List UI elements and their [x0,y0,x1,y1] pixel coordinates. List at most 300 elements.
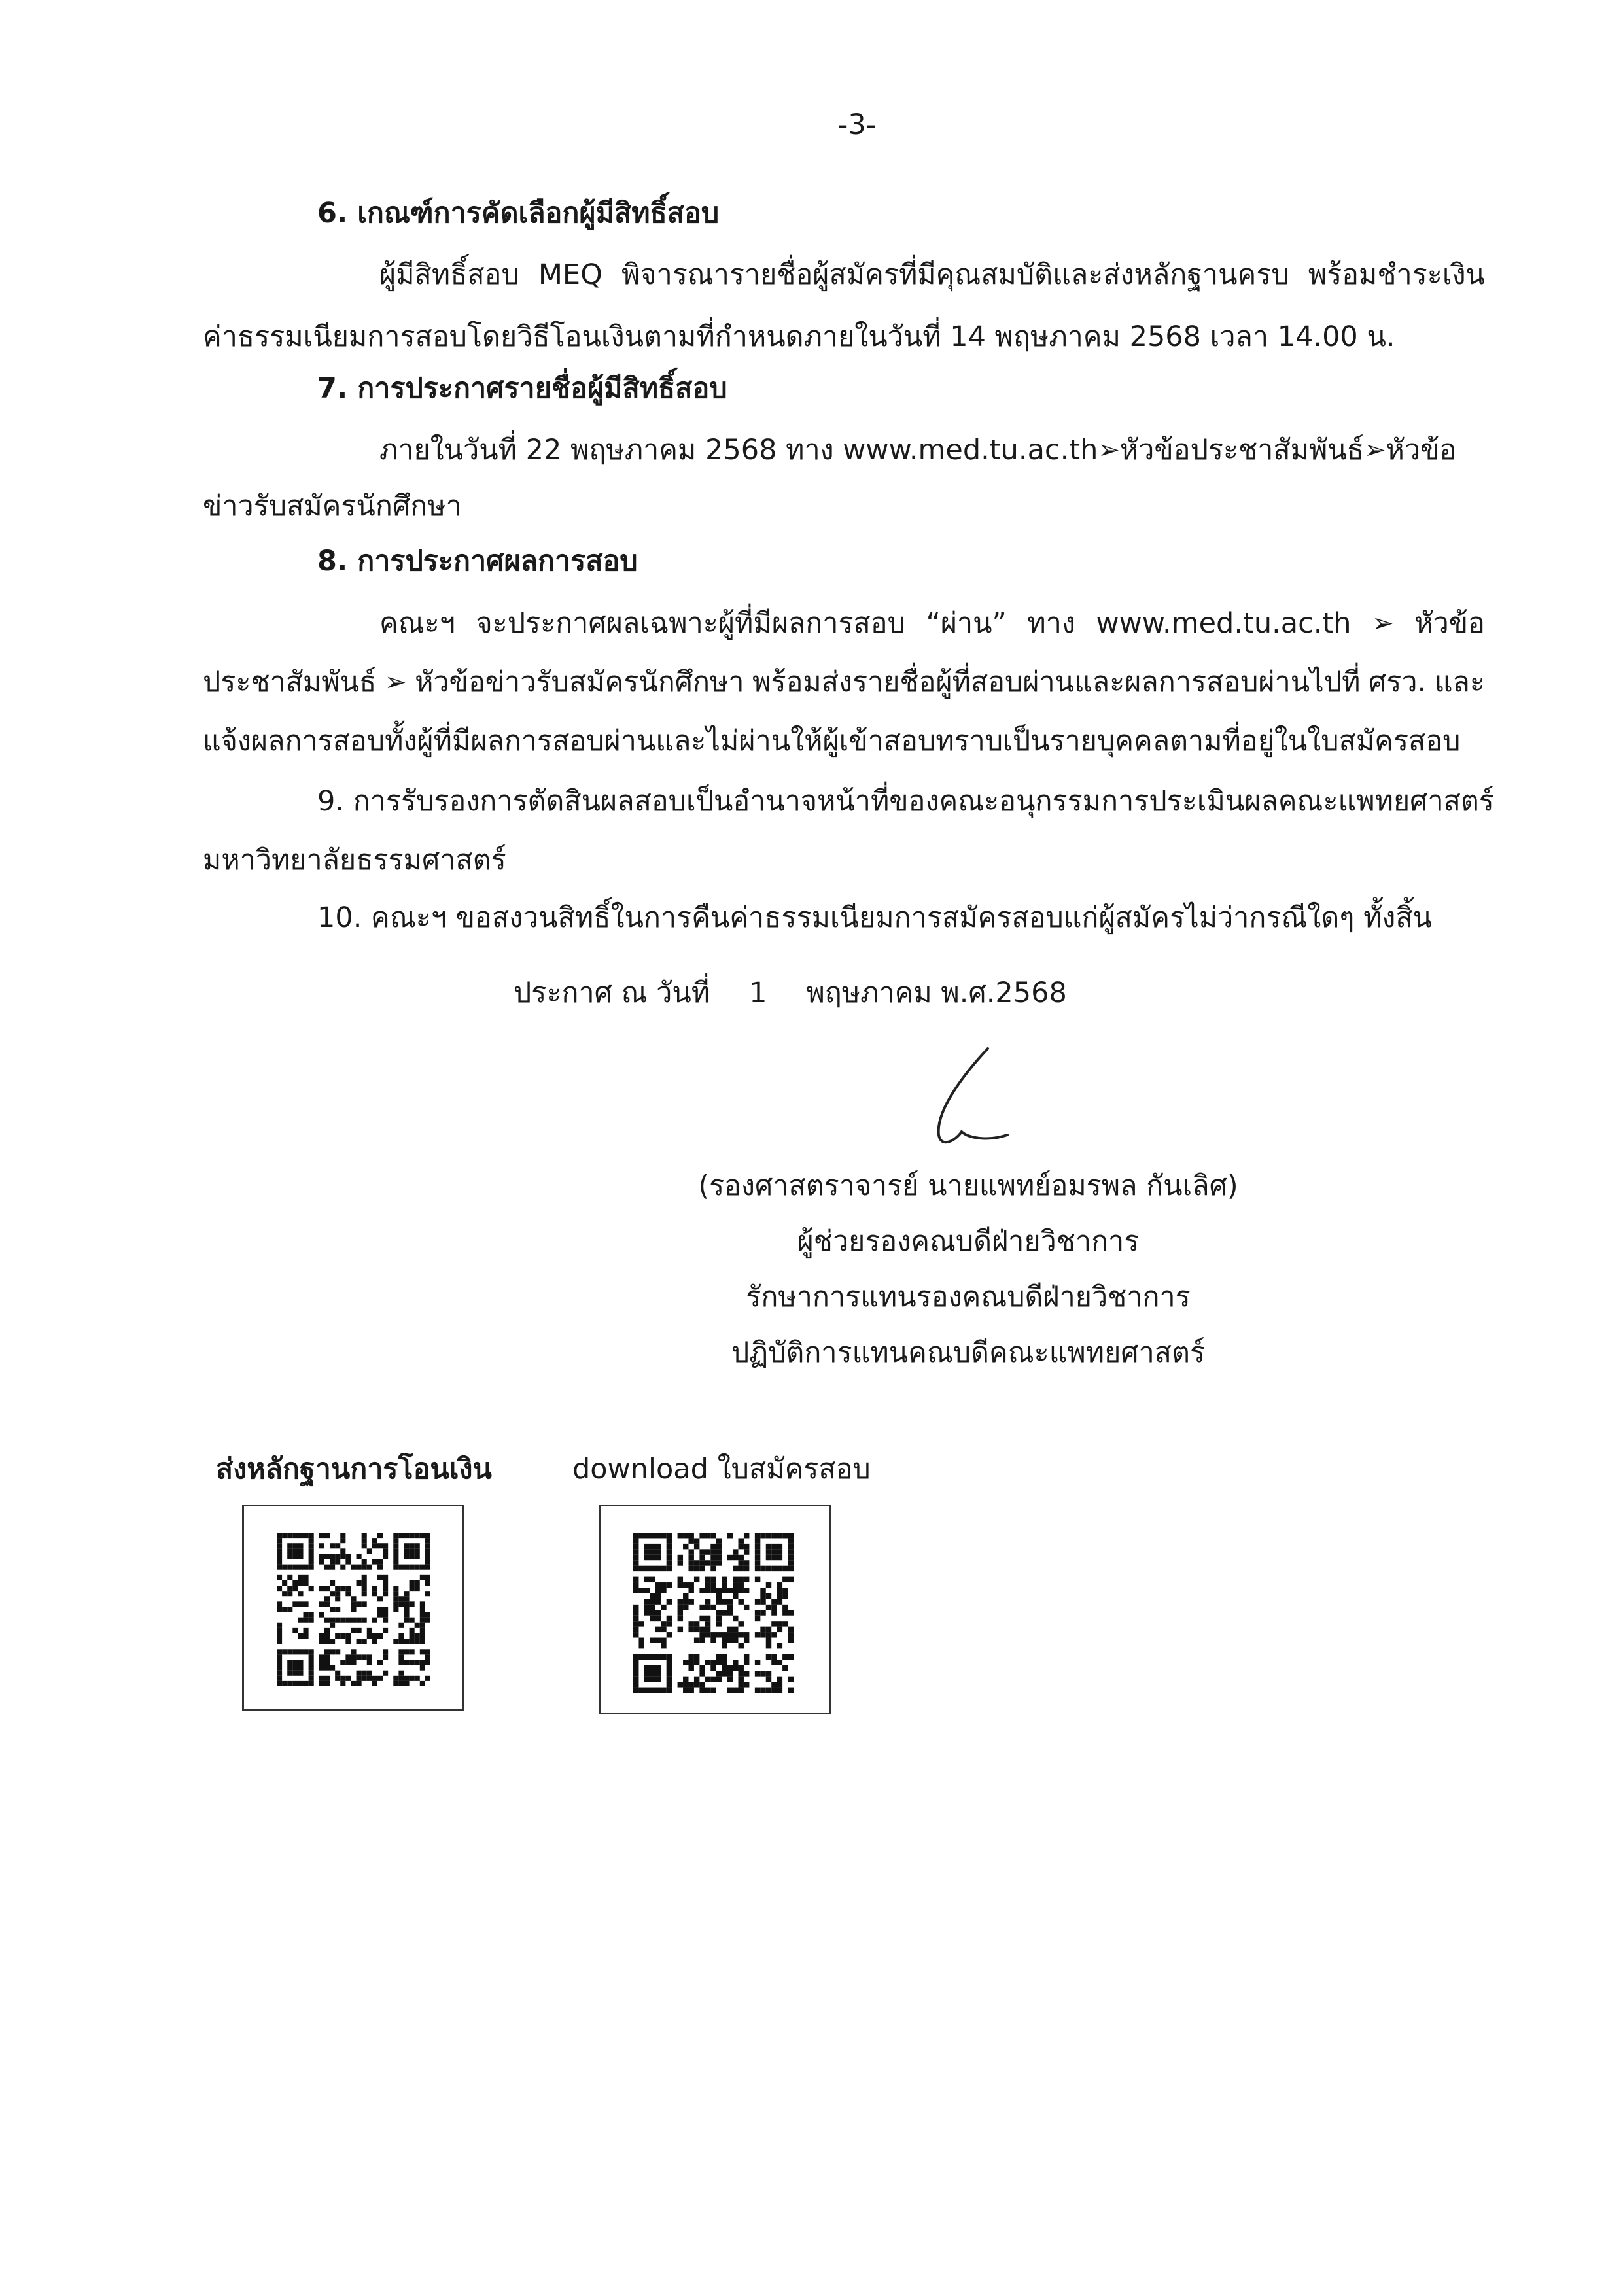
section-7-line-2: ข่าวรับสมัครนักศึกษา [203,490,462,523]
section-9-word: 9. การรับรองการตัดสินผลสอบ [317,785,686,818]
qr-module [292,1554,298,1559]
qr-module [393,1548,398,1554]
qr-module [633,1654,638,1660]
qr-module [722,1582,727,1588]
section-8-word: ศรว. [1369,666,1427,699]
qr-module [309,1538,314,1543]
qr-module [782,1566,788,1571]
signatory-title-3: ปฏิบัติการแทนคณบดีคณะแพทยศาสตร์ [731,1336,1206,1369]
qr-module [330,1565,335,1570]
qr-module [420,1601,425,1607]
qr-module [716,1610,722,1615]
qr-module [655,1616,661,1621]
qr-module [782,1533,788,1538]
qr-module [393,1676,398,1681]
qr-module [716,1616,722,1621]
qr-module [324,1586,330,1591]
section-8-word: พร้อมส่งรายชื่อผู้ที่สอบผ่านและผลการสอบผ่านไปที่ [752,666,1361,699]
qr-module [340,1676,345,1681]
qr-module [650,1566,655,1571]
qr-module [755,1555,760,1560]
qr-module [771,1599,777,1604]
qr-module [420,1681,425,1686]
qr-module [633,1682,638,1687]
qr-module [277,1654,282,1660]
qr-module [420,1660,425,1665]
qr-module [330,1580,335,1586]
qr-module [292,1543,298,1548]
qr-module [330,1543,335,1548]
qr-module [383,1612,388,1618]
qr-module [688,1549,693,1554]
qr-module [298,1660,303,1665]
qr-module [739,1665,744,1671]
qr-module [638,1566,644,1571]
qr-module [393,1591,398,1596]
qr-module [633,1610,638,1615]
qr-module [782,1665,788,1671]
qr-module [377,1533,383,1538]
payment-qr-code-icon[interactable] [277,1533,430,1686]
qr-module [277,1559,282,1565]
qr-module [292,1671,298,1676]
qr-module [710,1605,716,1610]
qr-module [667,1682,672,1687]
qr-module [705,1616,710,1621]
qr-module [304,1533,309,1538]
qr-module [777,1555,782,1560]
qr-module [699,1671,705,1676]
qr-module [667,1632,672,1637]
qr-module [667,1599,672,1604]
qr-module [345,1654,351,1660]
qr-module [688,1654,693,1660]
qr-module [398,1671,404,1676]
qr-module [678,1605,683,1610]
qr-module [683,1544,688,1549]
qr-module [319,1554,324,1559]
qr-module [678,1577,683,1582]
qr-module [760,1533,765,1538]
qr-module [383,1607,388,1612]
qr-module [309,1533,314,1538]
qr-module [345,1676,351,1681]
qr-module [404,1596,409,1601]
qr-module [638,1588,644,1593]
qr-module [655,1599,661,1604]
qr-module [744,1654,749,1660]
qr-module [650,1577,655,1582]
qr-module [683,1593,688,1599]
qr-module [420,1628,425,1633]
qr-module [694,1544,699,1549]
qr-module [722,1660,727,1665]
section-8-word: “ผ่าน” [926,607,1007,640]
qr-module [393,1533,398,1538]
qr-module [404,1533,409,1538]
qr-module [362,1538,367,1543]
qr-module [277,1649,282,1654]
qr-module [410,1533,415,1538]
qr-module [777,1643,782,1648]
qr-module [304,1580,309,1586]
qr-module [716,1560,722,1565]
qr-module [340,1618,345,1623]
qr-module [727,1599,733,1604]
qr-module [367,1548,372,1554]
qr-module [744,1577,749,1582]
qr-module [650,1638,655,1643]
qr-module [705,1588,710,1593]
qr-module [277,1565,282,1570]
qr-module [633,1577,638,1582]
qr-module [716,1660,722,1665]
qr-module [287,1554,292,1559]
signature-icon [916,1043,1021,1155]
qr-module [650,1610,655,1615]
qr-module [377,1633,383,1639]
qr-module [744,1605,749,1610]
qr-module [782,1605,788,1610]
section-9-line-1 [317,783,1494,820]
qr-module [377,1676,383,1681]
qr-module [777,1549,782,1554]
announce-date [514,975,1067,1011]
qr-module [357,1565,362,1570]
qr-module [755,1538,760,1543]
qr-module [688,1555,693,1560]
qr-module [733,1632,738,1637]
qr-module [340,1548,345,1554]
qr-module [678,1560,683,1565]
qr-module [688,1682,693,1687]
qr-module [277,1543,282,1548]
qr-module [362,1618,367,1623]
qr-module [377,1607,383,1612]
qr-module [655,1549,661,1554]
qr-module [404,1649,409,1654]
qr-module [425,1676,430,1681]
qr-module [694,1682,699,1687]
qr-module [345,1660,351,1665]
qr-module [710,1588,716,1593]
qr-module [739,1538,744,1543]
payment-qr-box[interactable] [242,1505,464,1711]
section-9-line-2: มหาวิทยาลัยธรรมศาสตร์ [203,844,506,877]
qr-module [304,1575,309,1580]
qr-module [716,1621,722,1626]
qr-module [739,1599,744,1604]
qr-module [425,1654,430,1660]
section-6-word: ผู้มีสิทธิ์สอบ [379,258,519,291]
qr-module [771,1549,777,1554]
qr-module [650,1593,655,1599]
qr-module [633,1605,638,1610]
qr-module [766,1593,771,1599]
qr-module [351,1681,356,1686]
qr-module [393,1538,398,1543]
qr-module [319,1681,324,1686]
qr-module [733,1582,738,1588]
qr-module [788,1566,794,1571]
qr-module [304,1601,309,1607]
qr-module [309,1554,314,1559]
qr-module [633,1533,638,1538]
qr-module [755,1549,760,1554]
qr-module [699,1555,705,1560]
qr-module [699,1688,705,1693]
qr-module [410,1633,415,1639]
qr-module [298,1618,303,1623]
qr-module [771,1555,777,1560]
qr-module [415,1586,420,1591]
arrow-icon: ➢ [1363,435,1386,465]
announce-prefix: ประกาศ ณ วันที่ [514,977,710,1009]
qr-module [633,1555,638,1560]
qr-module [644,1549,650,1554]
qr-module [277,1554,282,1559]
qr-module [393,1543,398,1548]
qr-module [733,1577,738,1582]
qr-module [644,1605,650,1610]
arrow-icon: ➢ [1372,608,1394,638]
qr-module [393,1601,398,1607]
qr-module [766,1627,771,1632]
qr-module [398,1654,404,1660]
qr-module [667,1688,672,1693]
section-8-line-3: แจ้งผลการสอบทั้งผู้ที่มีผลการสอบผ่านและไม่ผ่านให้ผู้เข้าสอบทราบเป็นรายบุคคลตามที่อยู่ในใบสมัครสอบ [203,725,1461,757]
qr-module [650,1533,655,1538]
qr-module [710,1544,716,1549]
qr-module [298,1543,303,1548]
qr-module [309,1676,314,1681]
qr-module [694,1621,699,1626]
qr-module [683,1688,688,1693]
qr-module [362,1654,367,1660]
qr-module [415,1580,420,1586]
qr-module [319,1665,324,1671]
qr-module [722,1577,727,1582]
qr-module [744,1671,749,1676]
qr-module [304,1618,309,1623]
qr-module [393,1607,398,1612]
qr-module [733,1665,738,1671]
qr-module [788,1544,794,1549]
qr-module [415,1554,420,1559]
qr-module [777,1660,782,1665]
qr-module [383,1586,388,1591]
qr-module [415,1676,420,1681]
qr-module [319,1586,324,1591]
qr-module [678,1616,683,1621]
qr-module [694,1560,699,1565]
qr-module [372,1559,377,1565]
download-qr-code-icon[interactable] [633,1533,794,1693]
qr-module [678,1555,683,1560]
qr-module [760,1688,765,1693]
qr-module [777,1621,782,1626]
qr-module [683,1599,688,1604]
qr-module [694,1538,699,1543]
qr-module [727,1610,733,1615]
qr-module [404,1660,409,1665]
qr-module [710,1549,716,1554]
qr-module [644,1665,650,1671]
qr-module [282,1580,287,1586]
qr-module [694,1654,699,1660]
qr-module [766,1555,771,1560]
qr-module [287,1681,292,1686]
qr-module [739,1688,744,1693]
download-qr-box[interactable] [599,1505,831,1714]
qr-module [420,1618,425,1623]
section-8-line-1 [379,605,1485,642]
qr-module [340,1554,345,1559]
qr-module [771,1688,777,1693]
qr-module [335,1607,340,1612]
qr-module [287,1665,292,1671]
qr-module [739,1621,744,1626]
qr-module [319,1543,324,1548]
qr-module [633,1688,638,1693]
qr-module [351,1654,356,1660]
qr-module [777,1544,782,1549]
qr-module [277,1601,282,1607]
section-8-line-2 [203,664,1485,701]
qr-module [722,1638,727,1643]
qr-module [398,1649,404,1654]
qr-module [766,1605,771,1610]
qr-module [705,1677,710,1682]
qr-module [716,1538,722,1543]
qr-module [309,1548,314,1554]
qr-module [705,1560,710,1565]
qr-module [638,1621,644,1626]
qr-module [710,1638,716,1643]
qr-module [782,1593,788,1599]
qr-module [277,1607,282,1612]
qr-module [678,1599,683,1604]
qr-module [638,1688,644,1693]
qr-module [372,1676,377,1681]
qr-module [650,1671,655,1676]
qr-module [782,1610,788,1615]
qr-module [357,1681,362,1686]
qr-module [404,1681,409,1686]
qr-module [309,1565,314,1570]
qr-module [298,1580,303,1586]
qr-module [309,1586,314,1591]
qr-module [661,1627,666,1632]
qr-module [362,1543,367,1548]
qr-module [287,1548,292,1554]
qr-module [705,1582,710,1588]
qr-module [655,1588,661,1593]
qr-module [705,1533,710,1538]
qr-module [777,1588,782,1593]
qr-module [667,1616,672,1621]
qr-module [678,1627,683,1632]
qr-module [688,1665,693,1671]
qr-module [383,1548,388,1554]
qr-module [410,1649,415,1654]
arrow-icon: ➢ [384,667,407,697]
qr-module [324,1533,330,1538]
qr-module [351,1565,356,1570]
qr-module [782,1654,788,1660]
qr-module [678,1533,683,1538]
qr-module [667,1555,672,1560]
qr-module [372,1543,377,1548]
qr-module [699,1616,705,1621]
qr-module [760,1627,765,1632]
qr-module [292,1628,298,1633]
qr-module [716,1632,722,1637]
qr-module [351,1660,356,1665]
qr-module [777,1599,782,1604]
qr-module [705,1627,710,1632]
qr-module [425,1533,430,1538]
qr-module [739,1555,744,1560]
qr-module [667,1671,672,1676]
qr-module [633,1582,638,1588]
qr-module [633,1621,638,1626]
qr-module [744,1566,749,1571]
qr-module [425,1559,430,1565]
qr-module [650,1616,655,1621]
qr-module [292,1548,298,1554]
qr-module [420,1633,425,1639]
qr-module [420,1607,425,1612]
qr-module [287,1649,292,1654]
qr-module [377,1575,383,1580]
qr-module [335,1671,340,1676]
qr-module [667,1533,672,1538]
announce-day: 1 [749,977,767,1009]
qr-module [650,1654,655,1660]
qr-module [377,1612,383,1618]
qr-module [755,1610,760,1615]
qr-module [277,1681,282,1686]
qr-module [760,1588,765,1593]
qr-module [694,1638,699,1643]
qr-module [699,1549,705,1554]
qr-module [667,1582,672,1588]
qr-module [335,1586,340,1591]
section-6-word: MEQ [538,258,602,291]
qr-module [324,1554,330,1559]
qr-module [362,1591,367,1596]
qr-module [771,1632,777,1637]
qr-module [755,1688,760,1693]
qr-module [309,1612,314,1618]
qr-module [351,1596,356,1601]
qr-module [298,1554,303,1559]
qr-module [367,1628,372,1633]
qr-module [277,1575,282,1580]
qr-module [667,1560,672,1565]
qr-module [739,1588,744,1593]
section-6-heading: 6. เกณฑ์การคัดเลือกผู้มีสิทธิ์สอบ [317,197,720,230]
qr-module [777,1533,782,1538]
qr-module [699,1665,705,1671]
qr-module [766,1643,771,1648]
qr-module [287,1660,292,1665]
qr-module [733,1688,738,1693]
qr-module [404,1676,409,1681]
qr-module [766,1544,771,1549]
qr-module [398,1660,404,1665]
